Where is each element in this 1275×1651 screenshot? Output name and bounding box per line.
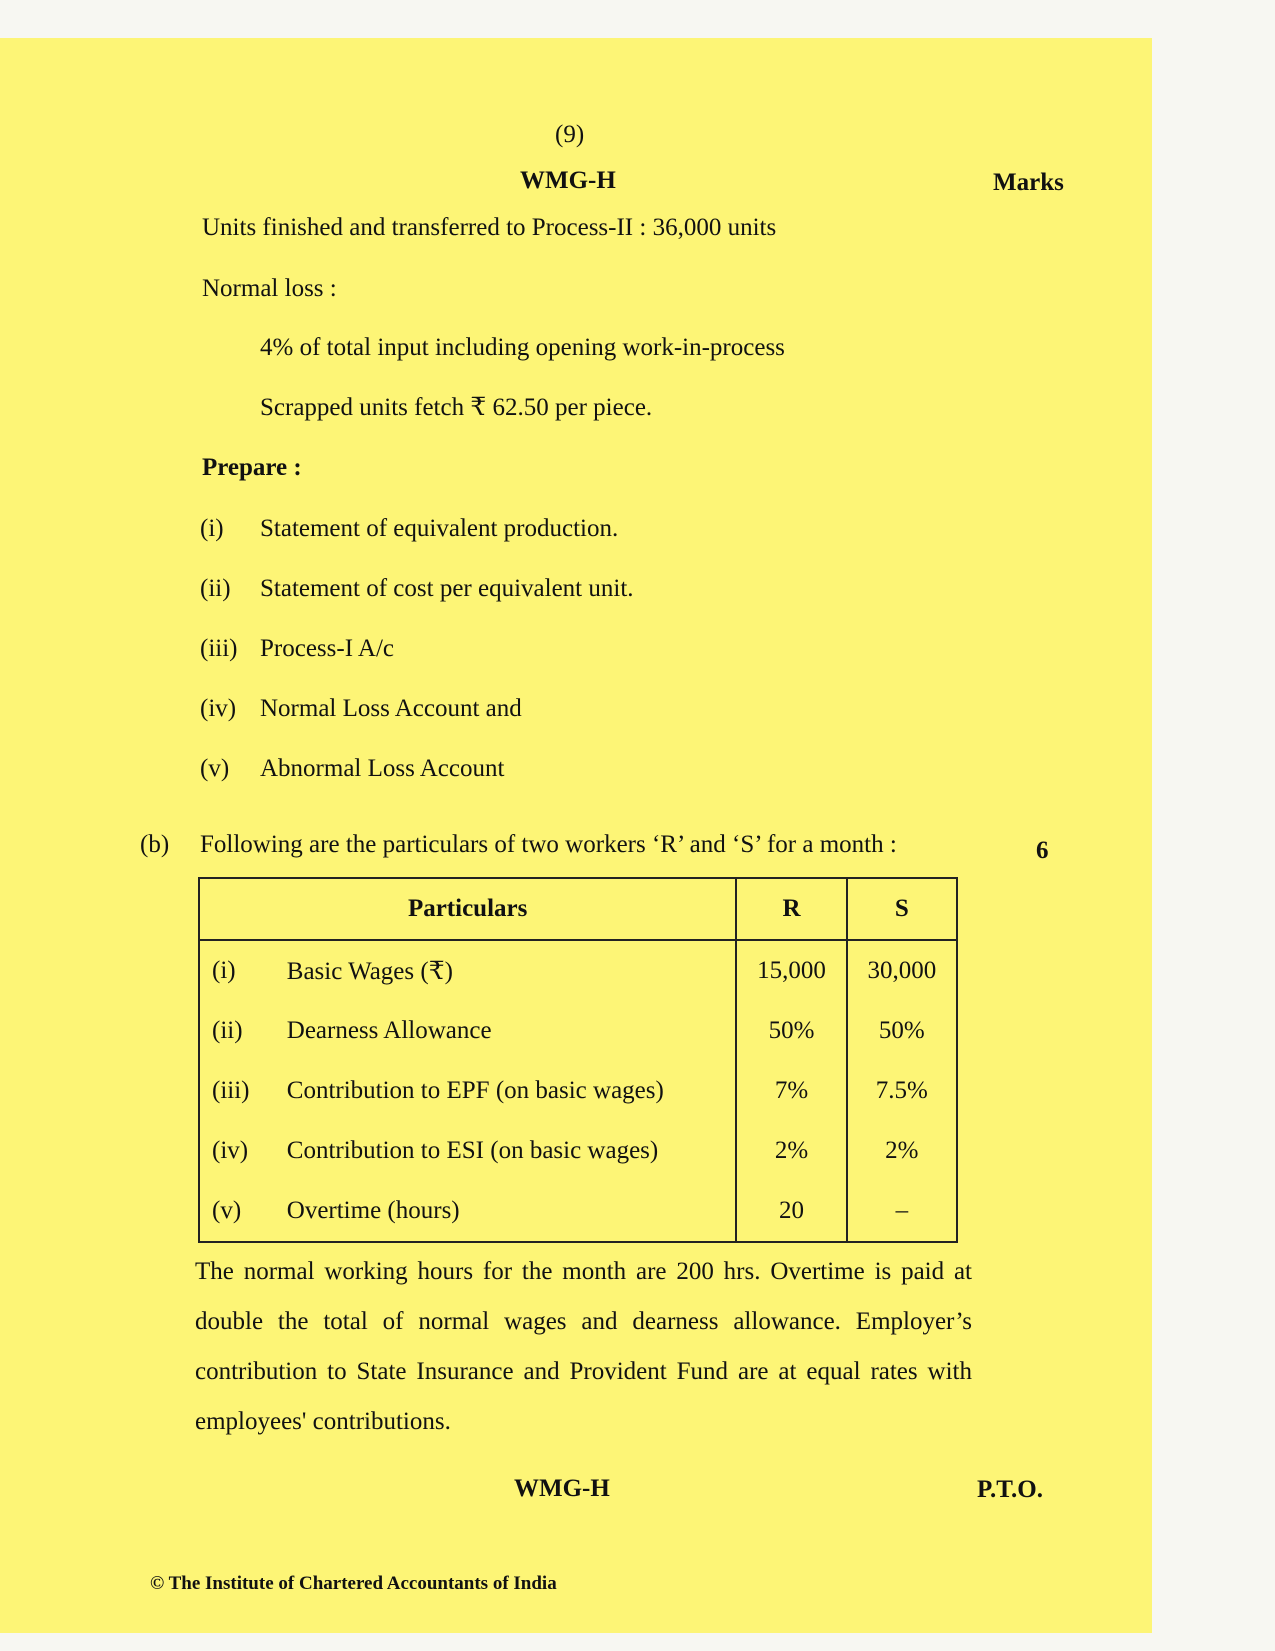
row-value-s: 7.5% xyxy=(847,1061,957,1121)
worker-s-header: S xyxy=(847,878,957,940)
row-description: Contribution to EPF (on basic wages) xyxy=(286,1077,664,1104)
paper-code-footer: WMG-H xyxy=(514,1475,610,1502)
prepare-item-text: Statement of equivalent production. xyxy=(260,515,619,542)
normal-loss-item: 4% of total input including opening work-in-process xyxy=(260,334,785,361)
table-row xyxy=(199,1121,957,1181)
paper-code-header: WMG-H xyxy=(520,167,616,194)
row-value-r: 7% xyxy=(736,1061,846,1121)
particulars-header: Particulars xyxy=(199,878,736,940)
copyright-notice: © The Institute of Chartered Accountants of India xyxy=(150,1573,557,1594)
prepare-item-number: (iii) xyxy=(200,635,238,662)
pto-label: P.T.O. xyxy=(977,1476,1043,1503)
table-row xyxy=(199,1181,957,1242)
prepare-item-text: Normal Loss Account and xyxy=(260,695,522,722)
prepare-item-text: Abnormal Loss Account xyxy=(260,755,505,782)
row-value-r: 15,000 xyxy=(736,940,846,1001)
marks-heading: Marks xyxy=(993,169,1064,196)
prepare-label: Prepare : xyxy=(202,454,302,481)
row-number: (iii) xyxy=(212,1077,250,1104)
prepare-item-text: Statement of cost per equivalent unit. xyxy=(260,575,634,602)
row-description: Overtime (hours) xyxy=(286,1197,460,1224)
row-number: (i) xyxy=(212,957,236,984)
worker-r-header: R xyxy=(736,878,846,940)
prepare-item-text: Process-I A/c xyxy=(260,635,394,662)
table-row xyxy=(199,1061,957,1121)
table-header-row xyxy=(199,878,957,940)
row-number: (iv) xyxy=(212,1137,249,1164)
row-number: (ii) xyxy=(212,1017,243,1044)
row-value-r: 50% xyxy=(736,1001,846,1061)
row-description: Basic Wages (₹) xyxy=(286,958,453,985)
page-number: (9) xyxy=(555,121,585,148)
table-row xyxy=(199,1001,957,1061)
normal-loss-label: Normal loss : xyxy=(202,275,337,302)
prepare-item-number: (i) xyxy=(200,515,224,542)
question-b-marks: 6 xyxy=(1036,837,1049,864)
worker-particulars-table xyxy=(198,877,958,1243)
overtime-note: The normal working hours for the month are 200 hrs. Overtime is paid at double the total of normal wages and dearness allowance. Employer’s contribution to State Insurance and Provident Fund are at equal rates with employees' contributions. xyxy=(195,1258,972,1435)
table-row xyxy=(199,940,957,1001)
prepare-item-number: (iv) xyxy=(200,695,237,722)
row-value-s: – xyxy=(847,1181,957,1242)
question-b-intro: Following are the particulars of two workers ‘R’ and ‘S’ for a month : xyxy=(200,831,897,858)
row-value-s: 2% xyxy=(847,1121,957,1181)
row-value-r: 2% xyxy=(736,1121,846,1181)
row-number: (v) xyxy=(212,1197,242,1224)
row-description: Dearness Allowance xyxy=(286,1017,492,1044)
prepare-item-number: (v) xyxy=(200,755,230,782)
units-finished-line: Units finished and transferred to Process-II : 36,000 units xyxy=(202,214,777,241)
row-value-s: 50% xyxy=(847,1001,957,1061)
row-description: Contribution to ESI (on basic wages) xyxy=(286,1137,659,1164)
prepare-item-number: (ii) xyxy=(200,575,231,602)
normal-loss-item: Scrapped units fetch ₹ 62.50 per piece. xyxy=(260,394,653,421)
question-b-label: (b) xyxy=(140,831,170,858)
row-value-r: 20 xyxy=(736,1181,846,1242)
row-value-s: 30,000 xyxy=(847,940,957,1001)
